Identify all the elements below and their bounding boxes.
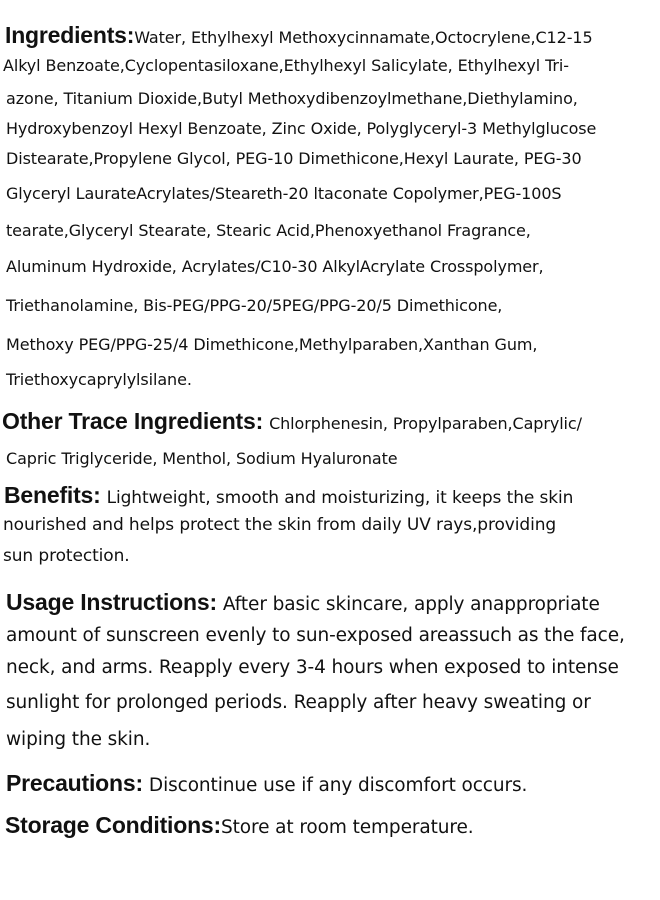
precautions-line xyxy=(6,772,527,796)
ingredients-text: Alkyl Benzoate,Cyclopentasiloxane,Ethylhexyl Salicylate, Ethylhexyl Tri- xyxy=(3,56,569,75)
benefits-text: sun protection. xyxy=(3,546,130,566)
ingredients-text: Aluminum Hydroxide, Acrylates/C10-30 AlkylAcrylate Crosspolymer, xyxy=(6,257,544,276)
ingredients-line-7 xyxy=(6,223,531,240)
ingredients-text: azone, Titanium Dioxide,Butyl Methoxydibenzoylmethane,Diethylamino, xyxy=(6,89,578,108)
benefits-line-1 xyxy=(4,484,573,507)
trace-label: Other Trace Ingredients: xyxy=(2,408,264,434)
ingredients-text: Glyceryl LaurateAcrylates/Steareth-20 ltaconate Copolymer,PEG-100S xyxy=(6,184,562,203)
trace-line-2 xyxy=(6,451,398,468)
ingredients-line-4 xyxy=(6,121,596,138)
trace-text: Capric Triglyceride, Menthol, Sodium Hyaluronate xyxy=(6,449,398,468)
usage-line-3 xyxy=(6,659,619,678)
usage-text: amount of sunscreen evenly to sun-exposed areassuch as the face, xyxy=(6,625,625,646)
usage-text: After basic skincare, apply anappropriate xyxy=(222,594,600,615)
trace-text: Chlorphenesin, Propylparaben,Caprylic/ xyxy=(269,414,582,433)
ingredients-text: Water, Ethylhexyl Methoxycinnamate,Octocrylene,C12-15 xyxy=(134,28,593,47)
ingredients-text: Hydroxybenzoyl Hexyl Benzoate, Zinc Oxide, Polyglyceryl-3 Methylglucose xyxy=(6,119,597,138)
ingredients-text: Triethoxycaprylylsilane. xyxy=(6,370,192,389)
ingredients-line-5 xyxy=(6,151,582,168)
ingredients-text: Methoxy PEG/PPG-25/4 Dimethicone,Methylparaben,Xanthan Gum, xyxy=(6,335,538,354)
storage-text: Store at room temperature. xyxy=(220,817,474,838)
ingredients-text: Distearate,Propylene Glycol, PEG-10 Dimethicone,Hexyl Laurate, PEG-30 xyxy=(6,149,582,168)
usage-line-5 xyxy=(6,731,150,750)
usage-text: sunlight for prolonged periods. Reapply after heavy sweating or xyxy=(6,692,591,713)
benefits-text: nourished and helps protect the skin from daily UV rays,providing xyxy=(3,515,557,535)
trace-line-1 xyxy=(2,410,582,433)
ingredients-line-1 xyxy=(5,24,593,47)
ingredients-line-2 xyxy=(3,58,569,75)
ingredients-line-8 xyxy=(6,259,544,276)
usage-line-1 xyxy=(6,591,600,615)
ingredients-line-10 xyxy=(6,337,537,354)
ingredients-line-3 xyxy=(6,91,578,108)
ingredients-line-6 xyxy=(6,186,561,203)
storage-line xyxy=(5,814,474,838)
usage-line-2 xyxy=(6,627,625,646)
benefits-line-3 xyxy=(3,548,130,565)
usage-label: Usage Instructions: xyxy=(6,589,217,615)
ingredients-line-11 xyxy=(6,372,192,389)
ingredients-line-9 xyxy=(6,298,502,315)
precautions-label: Precautions: xyxy=(6,770,143,796)
usage-text: wiping the skin. xyxy=(6,729,151,750)
precautions-text: Discontinue use if any discomfort occurs. xyxy=(148,775,528,796)
benefits-text: Lightweight, smooth and moisturizing, it keeps the skin xyxy=(106,488,574,508)
storage-label: Storage Conditions: xyxy=(5,812,221,838)
usage-line-4 xyxy=(6,694,591,713)
usage-text: neck, and arms. Reapply every 3-4 hours when exposed to intense xyxy=(6,657,619,678)
ingredients-label: Ingredients: xyxy=(5,22,135,48)
ingredients-text: tearate,Glyceryl Stearate, Stearic Acid,Phenoxyethanol Fragrance, xyxy=(6,221,531,240)
ingredients-text: Triethanolamine, Bis-PEG/PPG-20/5PEG/PPG-20/5 Dimethicone, xyxy=(6,296,503,315)
benefits-label: Benefits: xyxy=(4,482,101,508)
benefits-line-2 xyxy=(3,517,556,534)
